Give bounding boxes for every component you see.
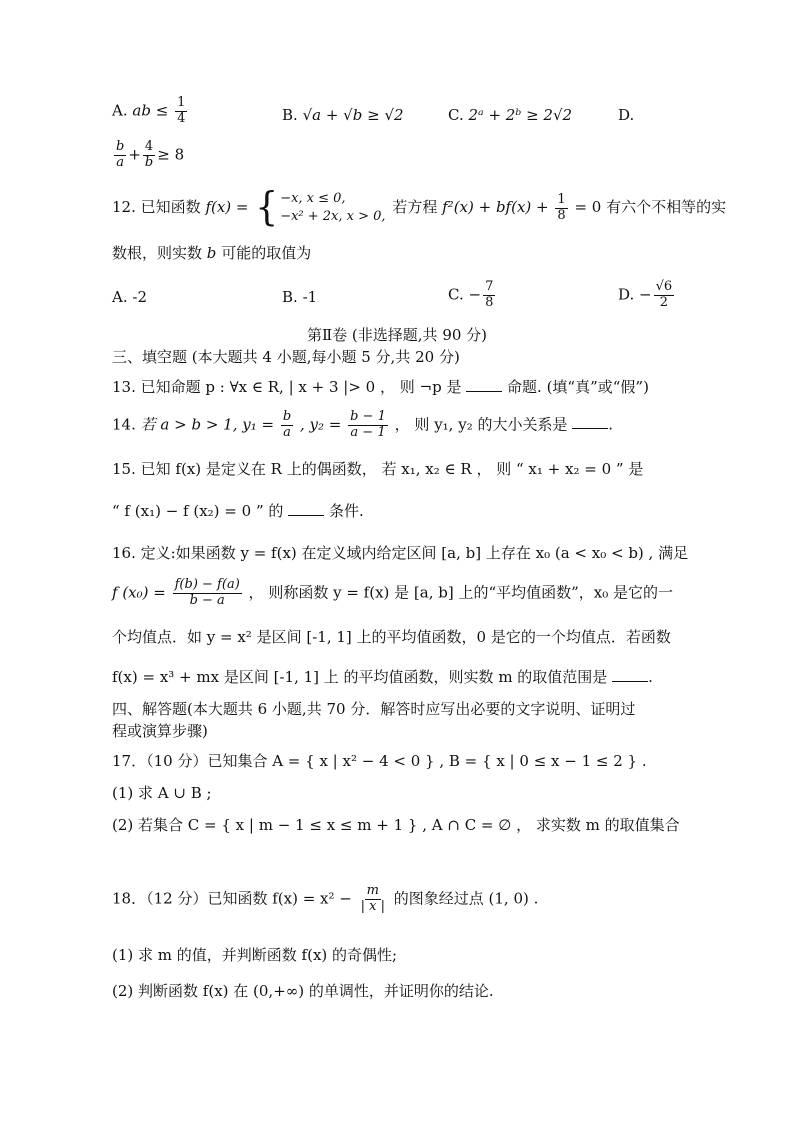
q17-stem: 17．（10 分）已知集合 A = { x | x² − 4 < 0 } , B = { x | 0 ≤ x − 1 ≤ 2 } .	[112, 752, 647, 770]
question-text: 有六个不相等的实	[606, 198, 727, 216]
option-label: D.	[618, 285, 635, 304]
fraction	[281, 410, 293, 441]
numerator: b	[282, 409, 292, 424]
question-expr: f (x₀) =	[112, 583, 166, 602]
q16-line4	[112, 668, 653, 686]
option-label: B.	[282, 288, 298, 306]
question-text: 数根，则实数	[112, 244, 203, 262]
question-text: “ f (x₁) − f (x₂) = 0 ” 的	[112, 502, 284, 520]
fraction	[483, 280, 495, 311]
period: .	[608, 415, 614, 434]
question-text: 的图象经过点 (1, 0) .	[393, 889, 539, 908]
denominator: 4	[177, 110, 186, 126]
denominator: a	[283, 424, 291, 440]
q11-option-d	[618, 106, 634, 124]
question-number: 13.	[112, 378, 136, 396]
q11-option-b	[282, 106, 404, 124]
fraction	[555, 193, 567, 224]
fraction	[175, 96, 187, 127]
question-number: 15.	[112, 460, 136, 478]
numerator: 7	[485, 279, 494, 294]
q16-line2	[112, 578, 673, 609]
equation-expr: = 0	[574, 198, 602, 216]
option-label: A.	[112, 288, 128, 306]
question-text: 可能的取值为	[221, 244, 312, 262]
q11-option-a	[112, 96, 189, 127]
minus-sign: −	[639, 285, 652, 304]
numerator: 1	[557, 191, 566, 207]
option-label: B.	[282, 106, 298, 124]
question-text: ， 则称函数 y = f(x) 是 [a, b] 上的“平均值函数”，x₀ 是它的一	[248, 583, 674, 602]
option-expr: √a + √b ≥ √2	[302, 106, 404, 124]
brace-symbol: {	[255, 184, 279, 230]
fraction	[173, 578, 242, 609]
numerator: 1	[177, 95, 186, 110]
denominator: | x |	[360, 898, 385, 914]
q12-stem-line2	[112, 244, 311, 262]
q18-part1: (1) 求 m 的值，并判断函数 f(x) 的奇偶性;	[112, 946, 398, 964]
question-number: 12.	[112, 198, 136, 216]
q18-part2: (2) 判断函数 f(x) 在 (0,+∞) 的单调性，并证明你的结论.	[112, 982, 494, 1000]
inequality-tail: ≥ 8	[157, 145, 185, 164]
question-expr: , y₂ =	[299, 415, 342, 434]
option-label: A.	[112, 101, 128, 120]
fraction	[143, 140, 155, 171]
function-expr: f(x) =	[205, 198, 249, 216]
numerator: √6	[655, 279, 673, 294]
question-number: 16.	[112, 544, 136, 562]
piecewise-function	[255, 184, 386, 230]
option-expr: ab ≤	[132, 101, 169, 120]
q13-line	[112, 378, 649, 396]
q12-option-c	[448, 280, 497, 311]
section4-title-line2: 程或演算步骤)	[112, 722, 208, 740]
plus-sign: +	[128, 145, 141, 164]
numerator: b − 1	[350, 409, 386, 424]
q17-part2: (2) 若集合 C = { x | m − 1 ≤ x ≤ m + 1 } , A ∩ C = ∅ ， 求实数 m 的取值集合	[112, 816, 680, 834]
q16-line3: 个均值点．如 y = x² 是区间 [-1, 1] 上的平均值函数，0 是它的一个均值点．若函数	[112, 628, 671, 646]
question-text: 已知函数	[140, 198, 201, 216]
part2-title: 第Ⅱ卷 (非选择题,共 90 分)	[306, 326, 488, 344]
question-text: 条件.	[328, 502, 364, 520]
option-label: C.	[448, 285, 464, 304]
section3-title: 三、填空题 (本大题共 4 小题,每小题 5 分,共 20 分)	[112, 348, 460, 366]
fraction	[654, 280, 675, 311]
answer-blank[interactable]	[466, 379, 502, 392]
option-value: -2	[132, 288, 148, 306]
question-text: f(x) = x³ + mx 是区间 [-1, 1] 上 的平均值函数，则实数 m 的取值范围是	[112, 668, 608, 686]
numerator: b	[116, 139, 125, 154]
equation-expr: f²(x) + bf(x) +	[442, 198, 549, 216]
denominator: a − 1	[350, 424, 386, 440]
question-text: 已知命题 p : ∀x ∈ R, | x + 3 |> 0 ， 则 ¬p 是	[140, 378, 462, 396]
numerator: f(b) − f(a)	[174, 577, 240, 592]
question-text: 18．（12 分）已知函数 f(x) = x² −	[112, 889, 352, 908]
case-rows	[280, 190, 385, 225]
option-expr: 2ᵃ + 2ᵇ ≥ 2√2	[468, 106, 573, 124]
q12-options	[0, 280, 794, 320]
denominator: 8	[557, 207, 566, 223]
numerator: 4	[144, 139, 154, 154]
case-row: −x² + 2x, x > 0,	[280, 209, 386, 224]
question-expr: 若 a > b > 1, y₁ =	[140, 415, 275, 434]
q15-line1	[112, 460, 643, 478]
q18-stem	[112, 884, 538, 915]
q12-stem-line1	[112, 184, 727, 230]
question-text: ， 则 y₁, y₂ 的大小关系是	[394, 415, 568, 434]
option-label: D.	[618, 106, 635, 124]
numerator: m	[366, 883, 379, 898]
question-text: 已知 f(x) 是定义在 R 上的偶函数， 若 x₁, x₂ ∈ R ， 则 “ x₁ + x₂ = 0 ” 是	[140, 460, 644, 478]
fraction	[348, 410, 388, 441]
q12-option-b	[282, 288, 317, 306]
fraction	[114, 140, 126, 171]
question-text: 定义:如果函数 y = f(x) 在定义域内给定区间 [a, b] 上存在 x₀ (a < x₀ < b) , 满足	[140, 544, 689, 562]
question-text: 命题. (填“真”或“假”)	[507, 378, 649, 396]
answer-blank[interactable]	[612, 669, 648, 682]
q14-line	[112, 410, 613, 441]
q17-part1: (1) 求 A ∪ B ;	[112, 784, 212, 802]
denominator: a	[116, 154, 125, 170]
variable: b	[206, 244, 217, 262]
section4-title-line1: 四、解答题(本大题共 6 小题,共 70 分．解答时应写出必要的文字说明、证明过	[112, 700, 636, 718]
fraction	[359, 884, 387, 915]
denominator: 2	[659, 294, 669, 310]
answer-blank[interactable]	[572, 416, 608, 429]
option-label: C.	[448, 106, 464, 124]
period: .	[648, 668, 653, 686]
case-row: −x, x ≤ 0,	[280, 191, 346, 207]
q12-option-d	[618, 280, 676, 311]
denominator: b	[144, 154, 154, 170]
minus-sign: −	[468, 285, 482, 304]
denominator: 8	[485, 294, 494, 310]
q15-line2	[112, 502, 364, 520]
option-value: -1	[302, 288, 318, 306]
q12-option-a	[112, 288, 147, 306]
question-text: 若方程	[392, 198, 438, 216]
q16-line1	[112, 544, 688, 562]
q11-option-d-expr	[112, 140, 184, 171]
q11-option-c	[448, 106, 572, 124]
question-number: 14.	[112, 415, 136, 434]
answer-blank[interactable]	[288, 503, 324, 516]
denominator: b − a	[189, 592, 225, 608]
